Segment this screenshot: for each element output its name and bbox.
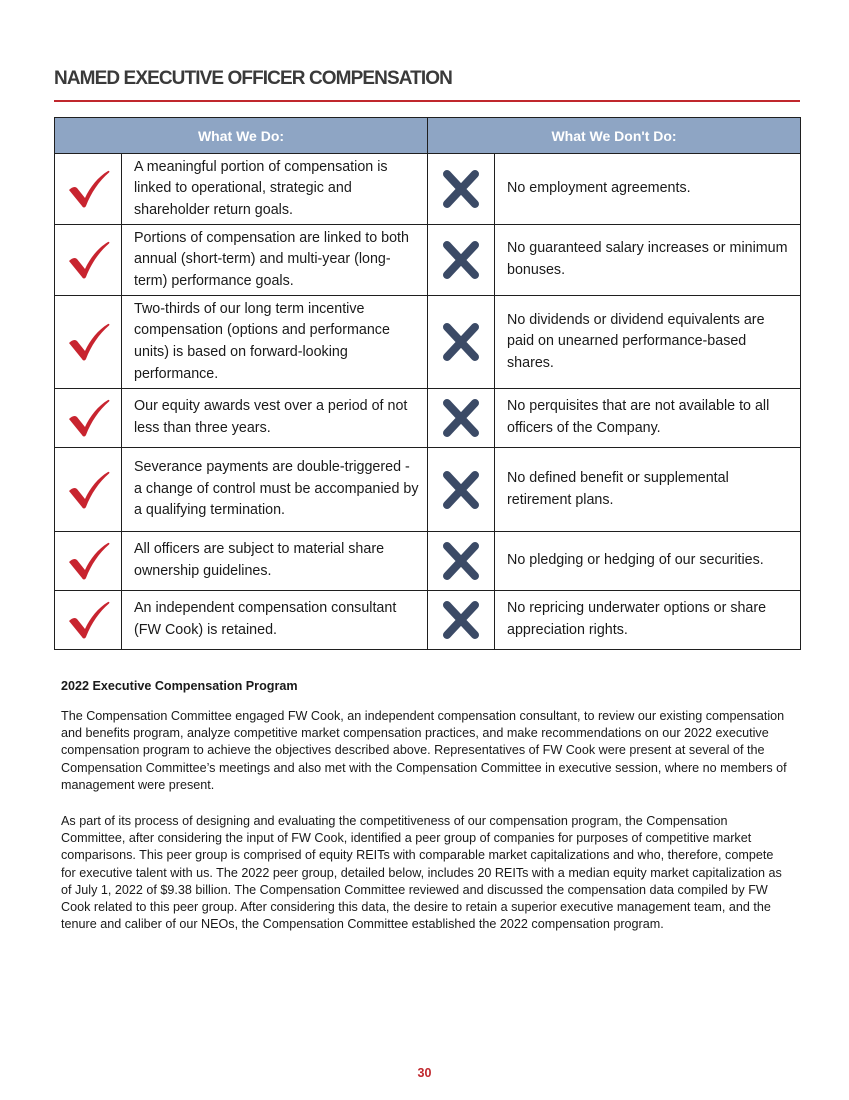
table-row xyxy=(55,225,801,296)
cross-icon xyxy=(428,168,494,210)
dont-item: No repricing underwater options or share appreciation rights. xyxy=(495,591,801,650)
checkmark-icon xyxy=(55,398,121,438)
checkmark-icon xyxy=(55,541,121,581)
cross-icon xyxy=(428,469,494,511)
what-we-dont-header: What We Don't Do: xyxy=(428,118,801,154)
section-title: NAMED EXECUTIVE OFFICER COMPENSATION xyxy=(54,68,452,89)
checkmark-icon xyxy=(55,470,121,510)
table-row xyxy=(55,389,801,448)
program-paragraph-1: The Compensation Committee engaged FW Cook, an independent compensation consultant, to review our existing compensation and benefits program, analyze competitive market compensation practices, and make recommendations on our 2022 executive compensation program to achieve the objectives described above. Representatives of FW Cook were present at several of the Compensation Committee’s meetings and also met with the Compensation Committee in executive session, where no members of management were present. xyxy=(61,709,787,792)
table-row xyxy=(55,296,801,389)
do-item: Our equity awards vest over a period of not less than three years. xyxy=(122,389,428,448)
checkmark-icon xyxy=(55,240,121,280)
dont-item: No perquisites that are not available to all officers of the Company. xyxy=(495,389,801,448)
checkmark-icon xyxy=(55,600,121,640)
cross-icon xyxy=(428,239,494,281)
do-item: Two-thirds of our long term incentive compensation (options and performance units) is based on forward-looking performance. xyxy=(122,296,428,389)
do-item: Severance payments are double-triggered - a change of control must be accompanied by a qualifying termination. xyxy=(122,448,428,532)
table-row xyxy=(55,154,801,225)
cross-icon xyxy=(428,397,494,439)
table-row xyxy=(55,591,801,650)
dont-item: No employment agreements. xyxy=(495,154,801,225)
checkmark-icon xyxy=(55,169,121,209)
do-item: All officers are subject to material share ownership guidelines. xyxy=(122,532,428,591)
title-divider xyxy=(54,100,800,102)
do-dont-table xyxy=(54,117,801,650)
cross-icon xyxy=(428,540,494,582)
dont-item: No defined benefit or supplemental retirement plans. xyxy=(495,448,801,532)
table-row xyxy=(55,448,801,532)
do-item: An independent compensation consultant (FW Cook) is retained. xyxy=(122,591,428,650)
cross-icon xyxy=(428,321,494,363)
page-number: 30 xyxy=(417,1066,432,1080)
table-row xyxy=(55,532,801,591)
dont-item: No dividends or dividend equivalents are paid on unearned performance-based shares. xyxy=(495,296,801,389)
cross-icon xyxy=(428,599,494,641)
dont-item: No guaranteed salary increases or minimum bonuses. xyxy=(495,225,801,296)
program-paragraph-2: As part of its process of designing and evaluating the competitiveness of our compensation program, the Compensation Committee, after considering the input of FW Cook, identified a peer group of companies for purposes of competitive market comparisons. This peer group is comprised of equity REITs with comparable market capitalizations and who, therefore, compete for executive talent with us. The 2022 peer group, detailed below, includes 20 REITs with a median equity market capitalization as of July 1, 2022 of $9.38 billion. The Compensation Committee reviewed and discussed the compensation data compiled by FW Cook related to this peer group. After considering this data, the desire to retain a superior executive management team, and the tenure and caliber of our NEOs, the Compensation Committee established the 2022 compensation program. xyxy=(61,814,782,932)
checkmark-icon xyxy=(55,322,121,362)
do-item: A meaningful portion of compensation is linked to operational, strategic and shareholder return goals. xyxy=(122,154,428,225)
program-heading: 2022 Executive Compensation Program xyxy=(61,679,298,693)
do-item: Portions of compensation are linked to both annual (short-term) and multi-year (long-term) performance goals. xyxy=(122,225,428,296)
dont-item: No pledging or hedging of our securities. xyxy=(495,532,801,591)
what-we-do-header: What We Do: xyxy=(55,118,428,154)
table-header-row xyxy=(55,118,801,154)
